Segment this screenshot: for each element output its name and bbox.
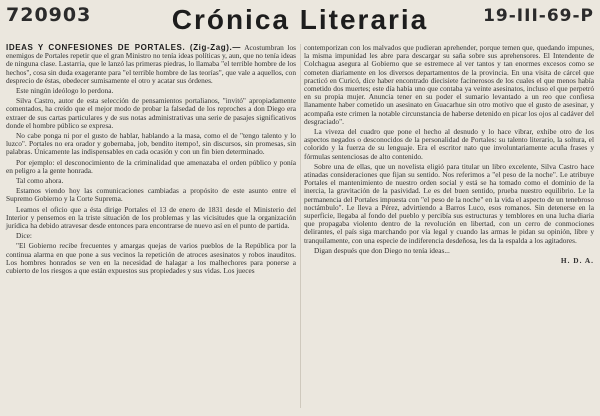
article-paragraph: La viveza del cuadro que pone el hecho al desnudo y lo hace vibrar, exhibe otro de los aspectos negados o desconocidos de la personalidad de Portales: su talento literario, la soltura, el colorido y la fuerza de su lenguaje. Era el escritor nato que involuntariamente acuña frases y fórmulas sentenciosas de alto contenido. — [304, 127, 594, 161]
column-divider — [300, 44, 301, 408]
article-first-paragraph — [6, 44, 296, 85]
article-paragraph: Sobre una de ellas, que un novelista eligió para titular un libro excelente, Silva Castro hace atinadas consideraciones que fijan su sentido. Nos referimos a "el peso de la noche". Le atribuye Portales el mantenimiento de nuestro orden social y está se ha tomado como el dominio de la inercia, la gravitación de la pasividad. Le es del buen sentido, prueba nuestro equilibrio. Le la permanencia del Portales impuesta con "el peso de la noche" en la vida el aspecto de un tenebroso noctámbulo". Le lleva a Pérez, advirtiendo a Barros Luco, esos romanos. Sin detenerse en la superficie, llegaba al fondo del pueblo y percibía sus estructuras y temblores en una lucha diaria que propagaba violento dentro de la revolución en libertad, con un cerro de conmociones delirantes, el país siga marchando por vía legal y cuando las armas le pidan su opinión, libre y tranquilamente, con una especie de indiferencia desdeñosa, les da la espalda a los agitadores. — [304, 161, 594, 245]
article-paragraph: contemporizan con los malvados que pudieran aprehender, porque temen que, quedando impunes, la misma impunidad les abre para descargar su saña sobre sus aprehensores. El Intendente de Colchagua asegura al Gobierno que se estremece al ver tantos y tan enormes excesos como se cometen diariamente en los diversos departamentos de la provincia. En una visita de cárcel que practicó en Curicó, dice haber encontrado diecisiete facinerosos de los cuales el que menos había cometido dos muertes; este día había uno que contaba ya veinte asesinatos, incluso el que perpetró en su propia mujer. Anuncia tener en su poder el sumario levantado a un reo que confiesa llanamente haber cometido un asesinato en Guacarhue sin otro motivo que el gusto de asesinar, y acompaña este crimen la notable circunstancia de haberse detenido en picar los ojos al cadáver del desgraciado". — [304, 43, 594, 126]
article-paragraph: Leamos el oficio que a ésta dirige Portales el 13 de enero de 1831 desde el Ministerio del Interior y pensemos en la triste situación de los problemas y las vicisitudes que la organización jurídica ha debido atravesar desde entonces para encontrarse de nuevo así en el punto de partida. — [6, 204, 296, 231]
article-paragraph: Por ejemplo: el desconocimiento de la criminalidad que amenazaba el orden público y ponía en peligro a la gente honrada. — [6, 157, 296, 175]
article-paragraph: "El Gobierno recibe frecuentes y amargas quejas de varios pueblos de la República por la continua alarma en que pone a sus vecinos la repetición de atroces asesinatos y robos inauditos. Los hombres honrados se ven en la necesidad de halagar a los malhechores para ponerse a cubierto de los riesgos a que están expuestos sus propiedades y sus vidas. Los jueces — [6, 241, 296, 276]
article-paragraph: No cabe ponga ni por el gusto de hablar, hablando a la masa, como el de "tengo talento y lo luzco". Portales no era orador y gobernaba, job, bendito itempo!, sin discursos, sin promesas, sin palabras. Únicamente las indispensables en cada ocasión y con un fin bien determinado. — [6, 131, 296, 157]
article-left-column — [6, 44, 296, 277]
article-right-column — [304, 44, 594, 265]
handwritten-reference-number: 720903 — [6, 4, 92, 26]
article-paragraph: Silva Castro, autor de esta selección de pensamientos portalianos, "invitó" apropiadamente comentados, ha creído que el mejor modo de probar la falsedad de los reproches a don Diego era extraer de sus cartas particulares y de sus notas administrativas una serie de pasajes significativos donde el hombre público se expresa. — [6, 96, 296, 130]
handwritten-date: 19-III-69-P — [483, 6, 594, 26]
article-paragraph: Tal como ahora. — [16, 176, 64, 186]
masthead-title: Crónica Literaria — [171, 4, 429, 35]
article-paragraph: Estamos viendo hoy las comunicaciones cambiadas a propósito de este asunto entre el Supremo Gobierno y la Corte Suprema. — [6, 186, 296, 204]
article-paragraph: Este ningún ideólogo lo perdona. — [16, 86, 114, 96]
article-paragraph: Digan después que don Diego no tenía ideas... — [314, 245, 450, 255]
article-heading: IDEAS Y CONFESIONES DE PORTALES. (Zig-Zag).— — [6, 43, 241, 52]
author-signature: H. D. A. — [560, 256, 594, 266]
article-paragraph: Dice: — [16, 231, 32, 241]
article-paragraph: Acostumbran los enemigos de Portales repetir que el gran Ministro no tenía ideas políticas y, aun, que no tenía ideas de ninguna clase. Lastarria, que le lanzó las primeras piedras, lo llamaba "el terrible hombre de los hechos", cosa sin duda exagerante para "el terrible hombre de las teorías", que vale a aquellos, con desprecio de éstas, obedecer sumisamente el otro y acatar sus órdenes. — [6, 43, 296, 85]
